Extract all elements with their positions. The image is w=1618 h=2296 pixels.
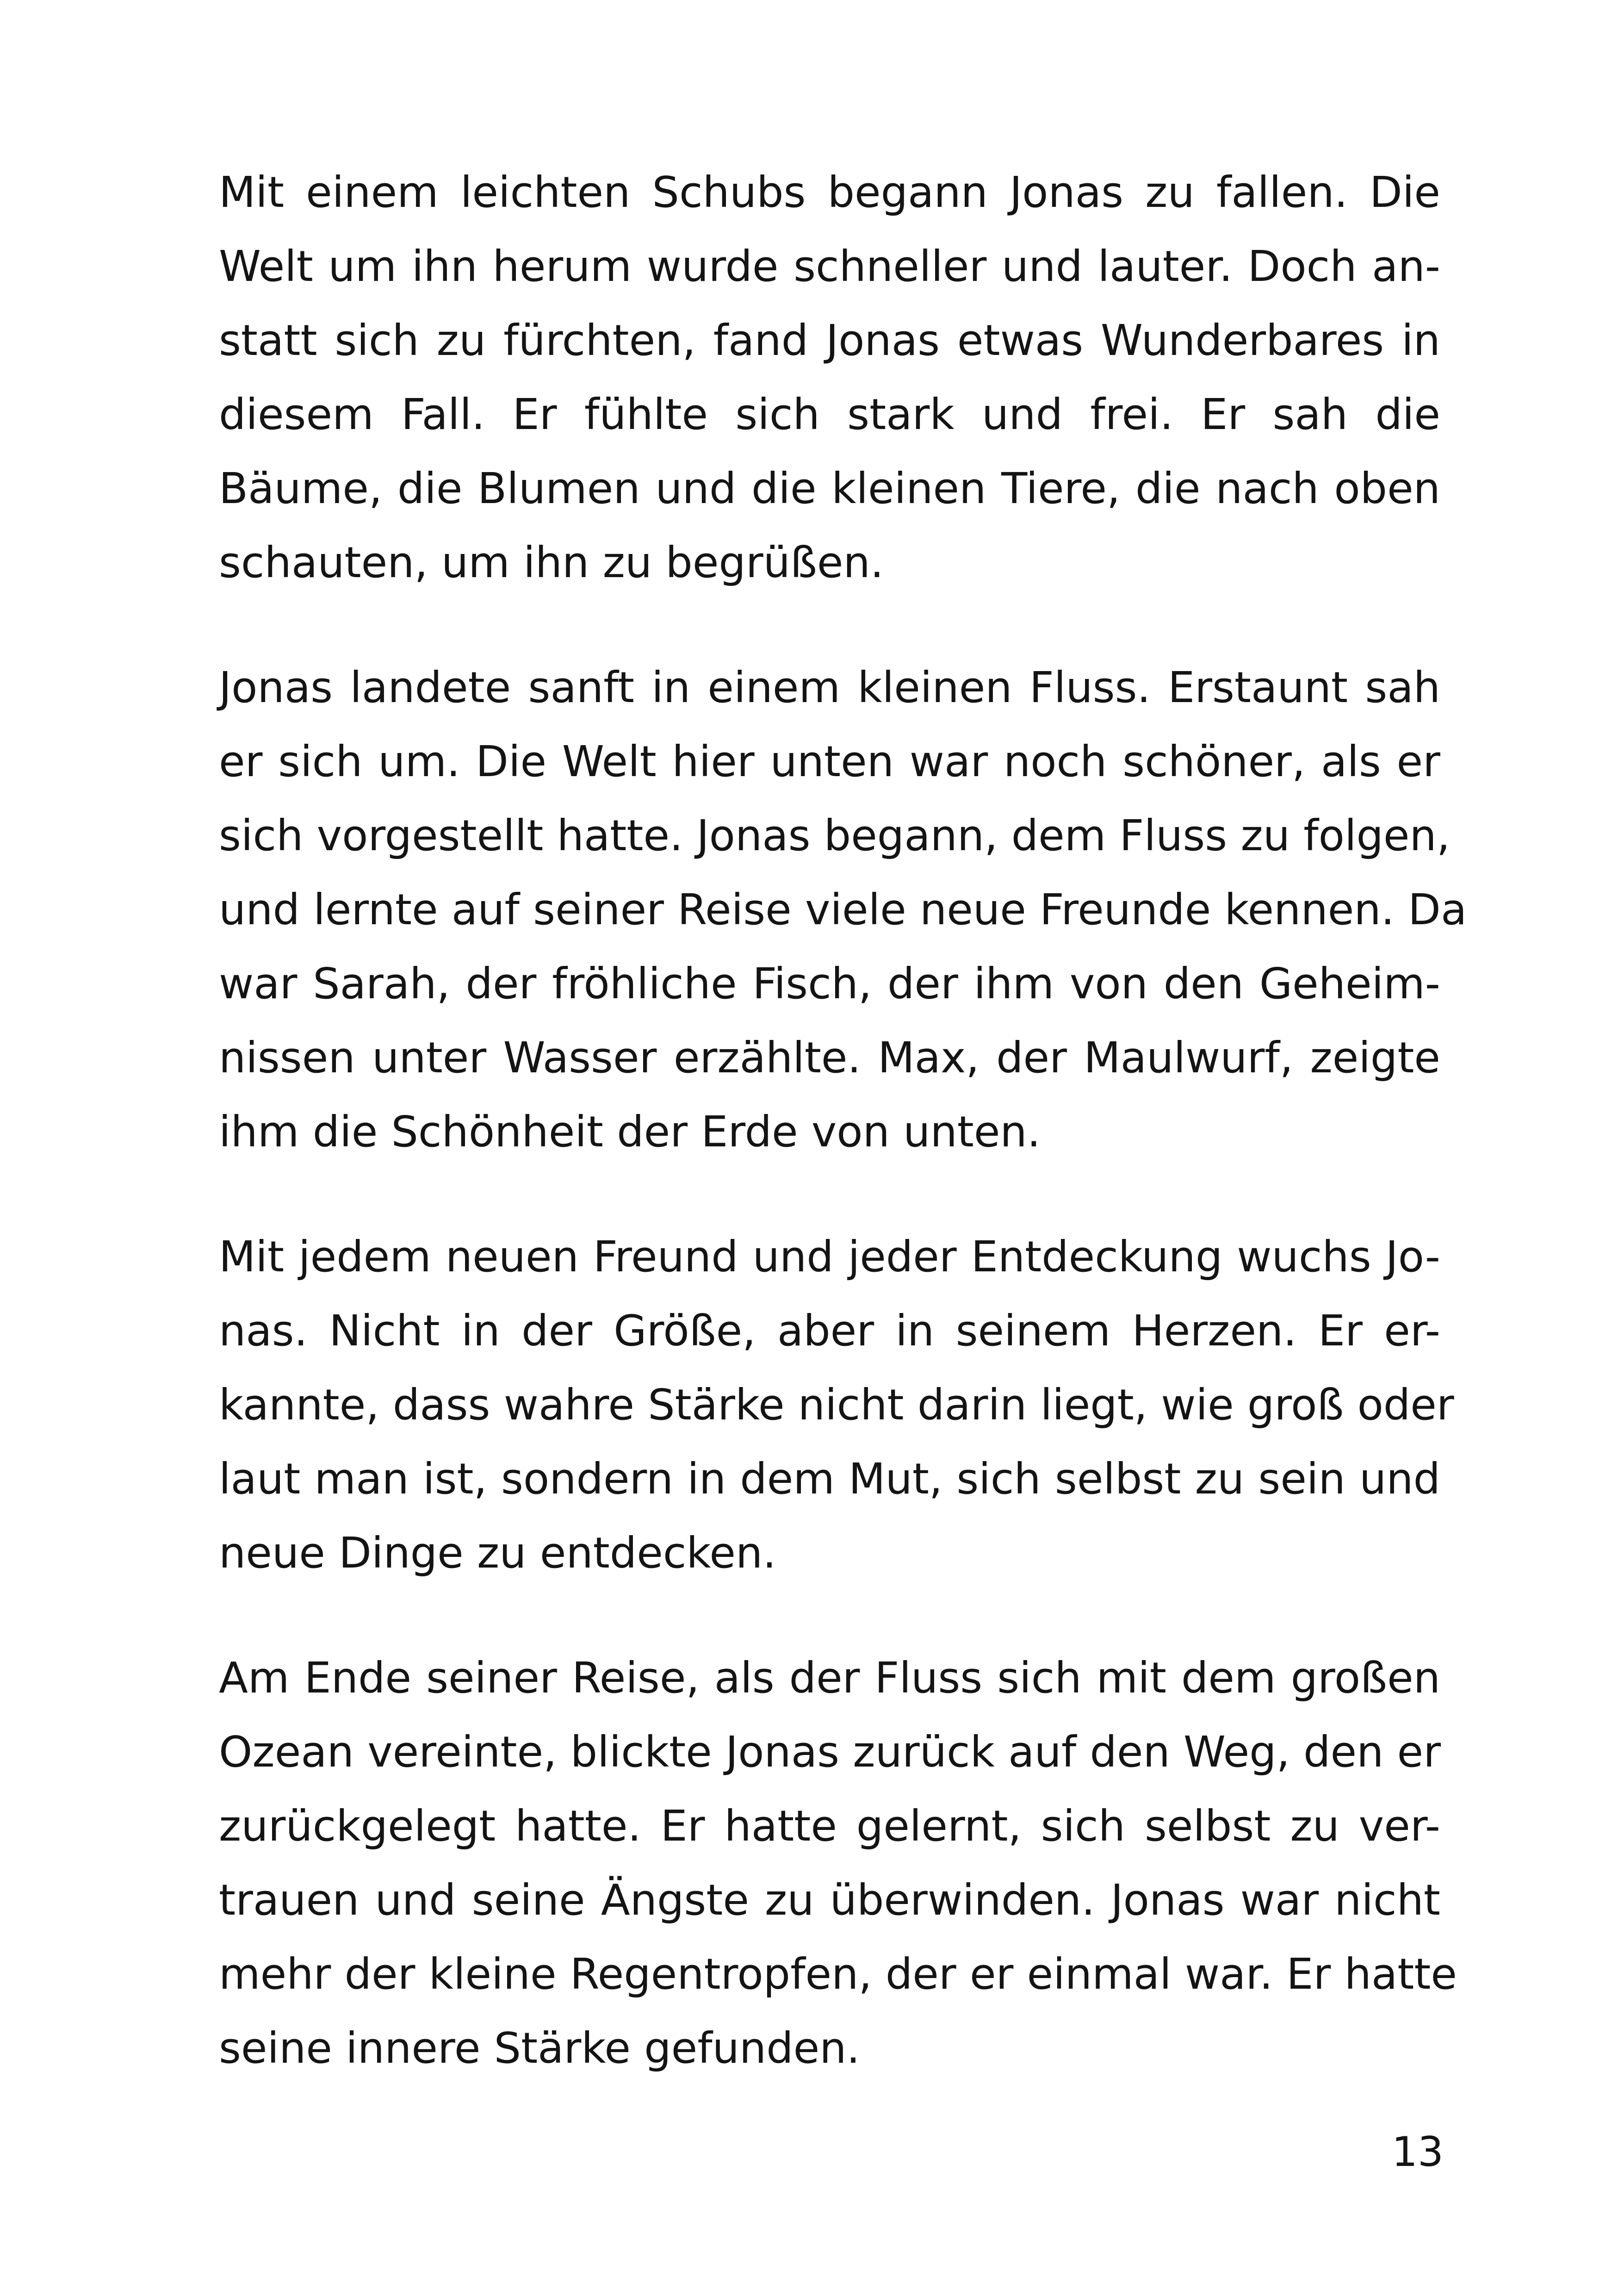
text-line: nissen unter Wasser erzählte. Max, der Maulwurf, zeigte [219,1033,1440,1083]
text-line: neue Dinge zu entdecken. [219,1528,776,1578]
text-line: war Sarah, der fröhliche Fisch, der ihm von den Geheim- [219,959,1440,1008]
text-line: Ozean vereinte, blickte Jonas zurück auf den Weg, den er [219,1727,1441,1777]
text-line: diesem Fall. Er fühlte sich stark und frei. Er sah die [219,390,1440,439]
text-line: er sich um. Die Welt hier unten war noch schöner, als er [219,737,1440,786]
text-line: statt sich zu fürchten, fand Jonas etwas Wunderbares in [219,316,1440,365]
text-line: zurückgelegt hatte. Er hatte gelernt, sich selbst zu ver- [219,1801,1440,1851]
text-line: schauten, um ihn zu begrüßen. [219,538,884,587]
text-line: mehr der kleine Regentropfen, der er einmal war. Er hatte [219,1949,1457,1999]
text-line: Jonas landete sanft in einem kleinen Fluss. Erstaunt sah [219,663,1440,712]
text-line: laut man ist, sondern in dem Mut, sich selbst zu sein und [219,1454,1440,1504]
text-line: und lernte auf seiner Reise viele neue Freunde kennen. Da [219,885,1467,934]
text-line: kannte, dass wahre Stärke nicht darin liegt, wie groß oder [219,1380,1454,1430]
page-number: 13 [1392,2128,1444,2176]
text-line: Am Ende seiner Reise, als der Fluss sich mit dem großen [219,1653,1440,1703]
text-line: trauen und seine Ängste zu überwinden. Jonas war nicht [219,1875,1440,1925]
text-line: nas. Nicht in der Größe, aber in seinem Herzen. Er er- [219,1306,1440,1356]
text-line: Mit einem leichten Schubs begann Jonas zu fallen. Die [219,168,1440,217]
text-line: Mit jedem neuen Freund und jeder Entdeckung wuchs Jo- [219,1232,1440,1282]
text-line: sich vorgestellt hatte. Jonas begann, dem Fluss zu folgen, [219,811,1451,860]
text-line: seine innere Stärke gefunden. [219,2023,860,2073]
text-line: ihm die Schönheit der Erde von unten. [219,1107,1041,1157]
text-line: Welt um ihn herum wurde schneller und lauter. Doch an- [219,242,1440,291]
text-line: Bäume, die Blumen und die kleinen Tiere, die nach oben [219,464,1440,513]
